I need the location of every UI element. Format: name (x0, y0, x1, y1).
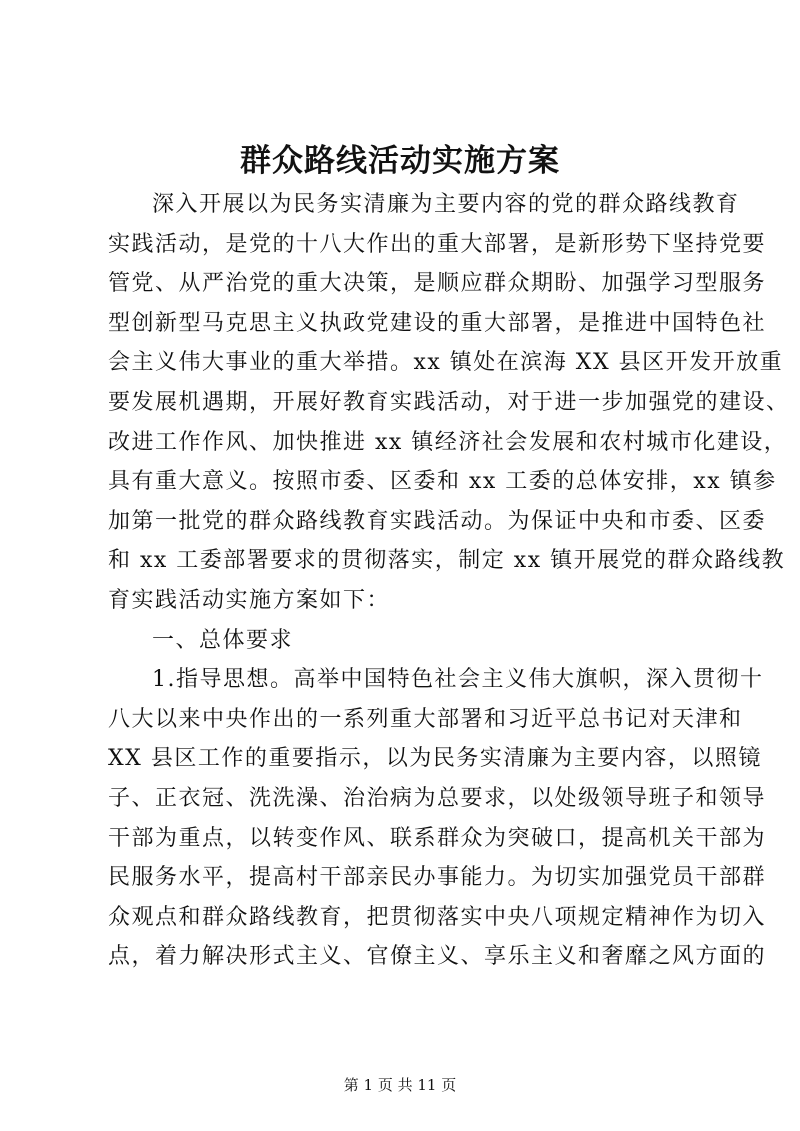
paragraph-line: 要发展机遇期，开展好教育实践活动，对于进一步加强党的建设、 (108, 389, 790, 415)
paragraph-line: 干部为重点，以转变作风、联系群众为突破口，提高机关干部为 (108, 825, 767, 851)
document-title: 群众路线活动实施方案 (240, 143, 560, 179)
page-number-footer: 第 1 页 共 11 页 (343, 1076, 457, 1094)
paragraph-line: 1.指导思想。高举中国特色社会主义伟大旗帜，深入贯彻十 (152, 667, 764, 693)
paragraph-line: 众观点和群众路线教育，把贯彻落实中央八项规定精神作为切入 (108, 904, 767, 930)
document-body (108, 185, 790, 977)
paragraph-line: 加第一批党的群众路线教育实践活动。为保证中央和市委、区委 (108, 508, 767, 534)
paragraph-line: 民服务水平，提高村干部亲民办事能力。为切实加强党员干部群 (108, 865, 767, 891)
section-heading: 一、总体要求 (152, 627, 294, 653)
paragraph-line: 管党、从严治党的重大决策，是顺应群众期盼、加强学习型服务 (108, 271, 767, 297)
paragraph-line: 育实践活动实施方案如下： (108, 587, 391, 613)
paragraph-line: 改进工作作风、加快推进 xx 镇经济社会发展和农村城市化建设， (108, 429, 788, 455)
paragraph-line: 深入开展以为民务实清廉为主要内容的党的群众路线教育 (152, 192, 740, 217)
paragraph-line: 八大以来中央作出的一系列重大部署和习近平总书记对天津和 (108, 706, 743, 732)
paragraph-line: 型创新型马克思主义执政党建设的重大部署，是推进中国特色社 (108, 310, 767, 336)
paragraph-line: 子、正衣冠、洗洗澡、治治病为总要求，以处级领导班子和领导 (108, 785, 767, 811)
paragraph-line: 实践活动，是党的十八大作出的重大部署，是新形势下坚持党要 (108, 231, 767, 257)
paragraph-line: XX 县区工作的重要指示，以为民务实清廉为主要内容，以照镜 (108, 746, 762, 772)
paragraph-line: 和 xx 工委部署要求的贯彻落实，制定 xx 镇开展党的群众路线教 (108, 548, 786, 574)
paragraph-line: 点，着力解决形式主义、官僚主义、享乐主义和奢靡之风方面的 (108, 944, 767, 970)
paragraph-line: 会主义伟大事业的重大举措。xx 镇处在滨海 XX 县区开发开放重 (108, 350, 784, 376)
paragraph-line: 具有重大意义。按照市委、区委和 xx 工委的总体安排，xx 镇参 (108, 469, 777, 495)
